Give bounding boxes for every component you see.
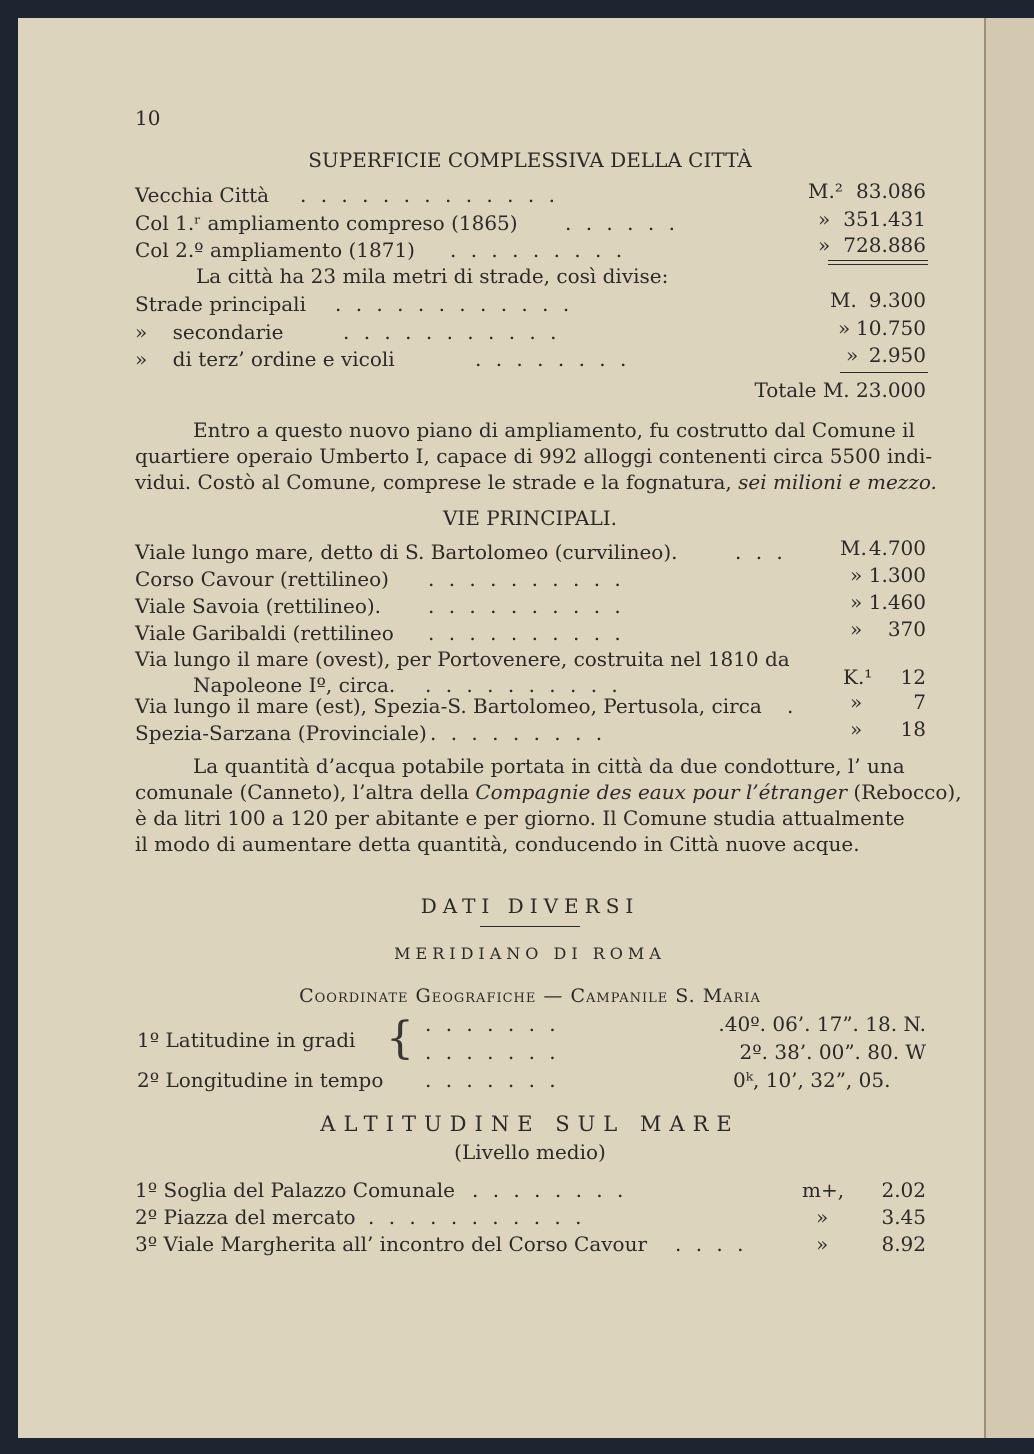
strade-row-label: » di terz’ ordine e vicoli <box>135 347 395 371</box>
vie-napoleone-line2: Napoleone Iº, circa. <box>193 673 396 697</box>
vie-napoleone-line1: Via lungo il mare (ovest), per Portovenere, costruita nel 1810 da <box>135 647 790 671</box>
leader-dots: . . . . . . . <box>425 1068 560 1092</box>
paragraph-line: comunale (Canneto), l’altra della Compagnie des eaux pour l’étranger (Rebocco), <box>135 780 962 804</box>
brace-glyph: { <box>386 1013 414 1064</box>
strade-row-unit: M. <box>830 288 857 312</box>
vie-row-label: Via lungo il mare (est), Spezia-S. Bartolomeo, Pertusola, circa <box>135 694 762 718</box>
vie-row-value: 12 <box>900 665 926 689</box>
leader-dots: . . . . . . . . . . <box>428 621 625 645</box>
strade-row-label: Strade principali <box>135 292 306 316</box>
superficie-row-unit: » <box>818 207 831 231</box>
leader-dots: . . . <box>735 540 787 564</box>
vie-row-label: Viale Garibaldi (rettilineo <box>135 621 394 645</box>
vie-row-unit: » <box>850 717 863 741</box>
vie-row-unit: K.¹ <box>843 665 873 689</box>
sum-rule <box>828 260 928 261</box>
altitudine-row-unit: » <box>816 1232 829 1256</box>
superficie-row-label: Col 1.ʳ ampliamento compreso (1865) <box>135 211 518 235</box>
leader-dots: . . . . . . . . . . . <box>368 1205 586 1229</box>
altitudine-row-value: 3.45 <box>881 1205 926 1229</box>
leader-dots: . . . . . . . . . . . <box>343 320 561 344</box>
vie-row-value: 7 <box>913 690 926 714</box>
paragraph-line: La quantità d’acqua potabile portata in città da due condotture, l’ una <box>193 754 905 778</box>
vie-row-unit: » <box>850 690 863 714</box>
altitudine-row-unit: m+, <box>802 1178 845 1202</box>
vie-heading: VIE PRINCIPALI. <box>442 506 618 530</box>
vie-row-value: 18 <box>900 717 926 741</box>
latitudine-value: .40º. 06’. 17”. 18. N. <box>718 1012 926 1036</box>
leader-dots: . <box>787 694 798 718</box>
strade-total: Totale M. 23.000 <box>754 378 926 402</box>
vie-row-label: Corso Cavour (rettilineo) <box>135 567 389 591</box>
superficie-row-value: 351.431 <box>843 207 926 231</box>
altitudine-row-label: 1º Soglia del Palazzo Comunale <box>135 1178 455 1202</box>
vie-row-value: 370 <box>887 617 926 641</box>
longitudine-value: 0ᵏ, 10’, 32”, 05. <box>733 1068 891 1092</box>
dati-heading: DATI DIVERSI <box>420 894 640 918</box>
leader-dots: . . . . . . . . . . <box>425 673 622 697</box>
vie-row-value: 4.700 <box>868 536 926 560</box>
meridiano-heading: MERIDIANO DI ROMA <box>394 944 666 963</box>
altitudine-row-value: 2.02 <box>881 1178 926 1202</box>
leader-dots: . . . . . . . . <box>475 347 631 371</box>
strade-row-unit: » <box>838 316 851 340</box>
altitudine-row-label: 3º Viale Margherita all’ incontro del Corso Cavour <box>135 1232 648 1256</box>
strade-row-value: 2.950 <box>868 343 926 367</box>
paragraph-line: il modo di aumentare detta quantità, conducendo in Città nuove acque. <box>135 832 860 856</box>
paragraph-line: è da litri 100 a 120 per abitante e per giorno. Il Comune studia attualmente <box>135 806 905 830</box>
altitudine-row-unit: » <box>816 1205 829 1229</box>
leader-dots: . . . . . . . . . . <box>428 594 625 618</box>
paragraph-line: quartiere operaio Umberto I, capace di 992 alloggi contenenti circa 5500 indi- <box>135 444 933 468</box>
vie-row-label: Spezia-Sarzana (Provinciale) <box>135 721 427 745</box>
strade-row-unit: » <box>846 343 859 367</box>
leader-dots: . . . . . . . . . . . . <box>335 292 574 316</box>
altitudine-row-label: 2º Piazza del mercato <box>135 1205 356 1229</box>
leader-dots: . . . . <box>675 1232 748 1256</box>
strade-row-label: » secondarie <box>135 320 284 344</box>
vie-row-unit: » <box>850 563 863 587</box>
vie-row-value: 1.460 <box>868 590 926 614</box>
superficie-heading: SUPERFICIE COMPLESSIVA DELLA CITTÀ <box>308 148 752 172</box>
leader-dots: . . . . . . <box>565 211 679 235</box>
superficie-row-value: 728.886 <box>843 233 926 257</box>
altitudine-subheading: (Livello medio) <box>454 1140 606 1164</box>
sum-rule <box>840 372 928 373</box>
strade-row-value: 9.300 <box>868 288 926 312</box>
leader-dots: . . . . . . . <box>425 1040 560 1064</box>
leader-dots: . . . . . . . . . . <box>428 567 625 591</box>
superficie-row-unit: » <box>818 233 831 257</box>
altitudine-heading: ALTITUDINE SUL MARE <box>320 1112 740 1136</box>
leader-dots: . . . . . . . <box>425 1012 560 1036</box>
paragraph-line: vidui. Costò al Comune, comprese le strade e la fognatura, sei milioni e mezzo. <box>135 470 937 494</box>
coordinate-heading: Coordinate Geografiche — Campanile S. Maria <box>299 985 761 1007</box>
vie-row-label: Viale lungo mare, detto di S. Bartolomeo (curvilineo). <box>135 540 678 564</box>
longitudine-label: 2º Longitudine in tempo <box>137 1068 384 1092</box>
vie-row-unit: » <box>850 590 863 614</box>
paragraph-line: Entro a questo nuovo piano di ampliamento, fu costrutto dal Comune il <box>193 418 915 442</box>
leader-dots: . . . . . . . . . <box>430 721 607 745</box>
sum-rule <box>828 264 928 265</box>
leader-dots: . . . . . . . . . <box>450 238 627 262</box>
strade-row-value: 10.750 <box>856 316 926 340</box>
vie-row-value: 1.300 <box>868 563 926 587</box>
latitudine-label: 1º Latitudine in gradi <box>137 1028 356 1052</box>
superficie-row-value: 83.086 <box>856 179 926 203</box>
superficie-row-label: Vecchia Città <box>135 183 270 207</box>
strade-intro: La città ha 23 mila metri di strade, così divise: <box>196 264 669 288</box>
facing-page-edge <box>984 18 1034 1438</box>
superficie-row-label: Col 2.º ampliamento (1871) <box>135 238 415 262</box>
vie-row-label: Viale Savoia (rettilineo). <box>135 594 382 618</box>
latitudine-value-2: 2º. 38’. 00”. 80. W <box>739 1040 926 1064</box>
altitudine-row-value: 8.92 <box>881 1232 926 1256</box>
heading-rule <box>480 926 580 927</box>
leader-dots: . . . . . . . . . . . . . <box>300 183 559 207</box>
vie-row-unit: M. <box>840 536 867 560</box>
page-number: 10 <box>135 106 161 130</box>
superficie-row-unit: M.² <box>808 179 843 203</box>
vie-row-unit: » <box>850 617 863 641</box>
leader-dots: . . . . . . . . <box>472 1178 628 1202</box>
